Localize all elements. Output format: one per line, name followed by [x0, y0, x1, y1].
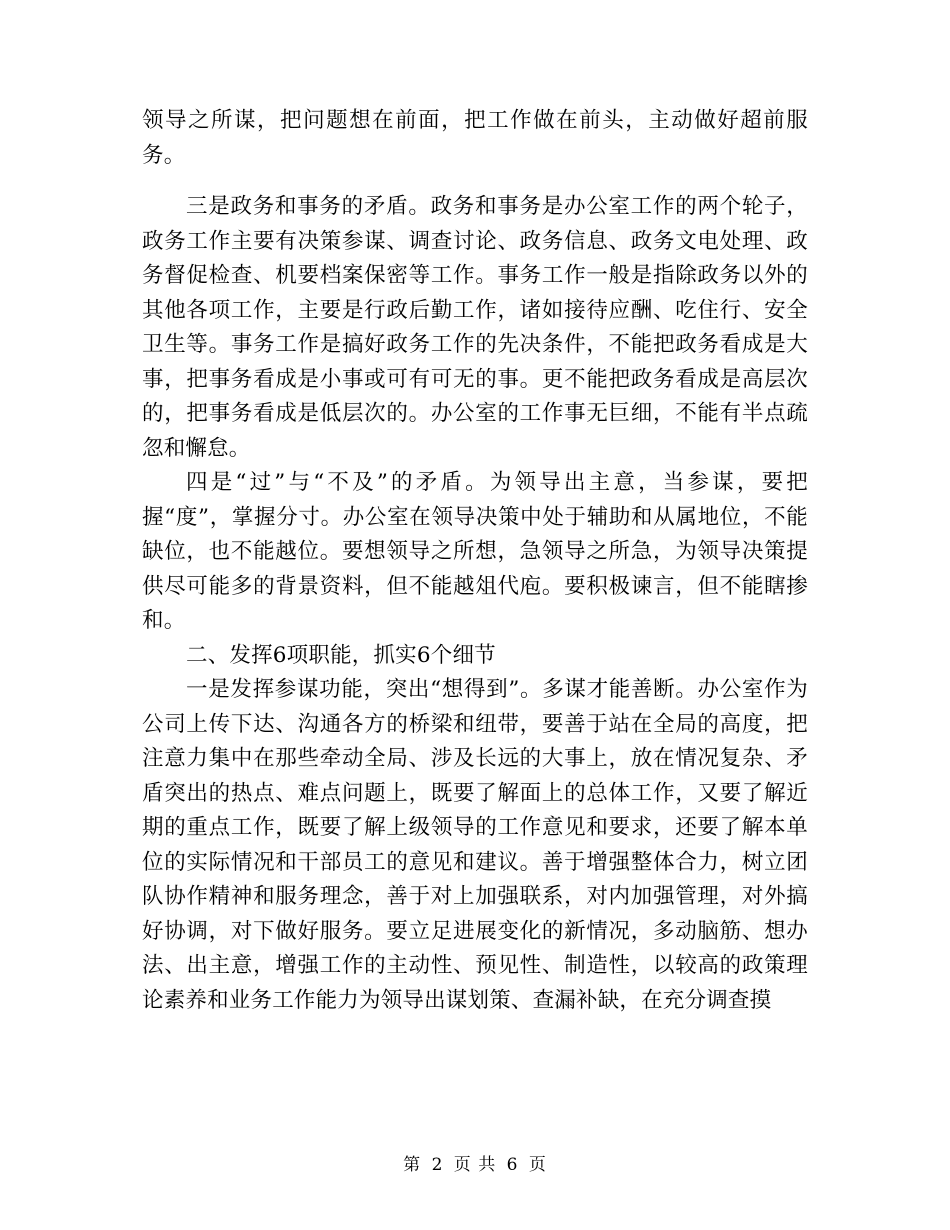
footer-middle: 页 共: [453, 1155, 497, 1175]
paragraph-4: 一是发挥参谋功能，突出“想得到”。多谋才能善断。办公室作为公司上传下达、沟通各方的桥梁和纽带，要善于站在全局的高度，把注意力集中在那些牵动全局、涉及长远的大事上，放在情况复杂、矛盾突出的热点、难点问题上，既要了解面上的总体工作，又要了解近期的重点工作，既要了解上级领导的工作意见和要求，还要了解本单位的实际情况和干部员工的意见和建议。善于增强整体合力，树立团队协作精神和服务理念，善于对上加强联系，对内加强管理，对外搞好协调，对下做好服务。要立足进展变化的新情况，多动脑筋、想办法、出主意，增强工作的主动性、预见性、制造性，以较高的政策理论素养和业务工作能力为领导出谋划策、查漏补缺，在充分调查摸: [142, 677, 808, 1013]
page-footer: [0, 1150, 950, 1175]
footer-prefix: 第: [403, 1155, 422, 1175]
footer-suffix: 页: [528, 1155, 547, 1175]
document-body: [142, 104, 808, 1018]
section-heading: 二、发挥6项职能，抓实6个细节: [186, 642, 496, 668]
paragraph-1: 领导之所谋，把问题想在前面，把工作做在前头，主动做好超前服务。: [142, 108, 808, 168]
paragraph-2: 三是政务和事务的矛盾。政务和事务是办公室工作的两个轮子，政务工作主要有决策参谋、调查讨论、政务信息、政务文电处理、政务督促检查、机要档案保密等工作。事务工作一般是指除政务以外的其他各项工作，主要是行政后勤工作，诸如接待应酬、吃住行、安全卫生等。事务工作是搞好政务工作的先决条件，不能把政务看成是大事，把事务看成是小事或可有可无的事。更不能把政务看成是高层次的，把事务看成是低层次的。办公室的工作事无巨细，不能有半点疏忽和懈怠。: [142, 194, 808, 461]
paragraph-3: 四是“过”与“不及”的矛盾。为领导出主意，当参谋，要把握“度”，掌握分寸。办公室在领导决策中处于辅助和从属地位，不能缺位，也不能越位。要想领导之所想，急领导之所急，为领导决策提供尽可能多的背景资料，但不能越俎代庖。要积极谏言，但不能瞎掺和。: [142, 470, 808, 633]
footer-total-pages: 6: [506, 1155, 519, 1175]
footer-current-page: 2: [431, 1155, 444, 1175]
